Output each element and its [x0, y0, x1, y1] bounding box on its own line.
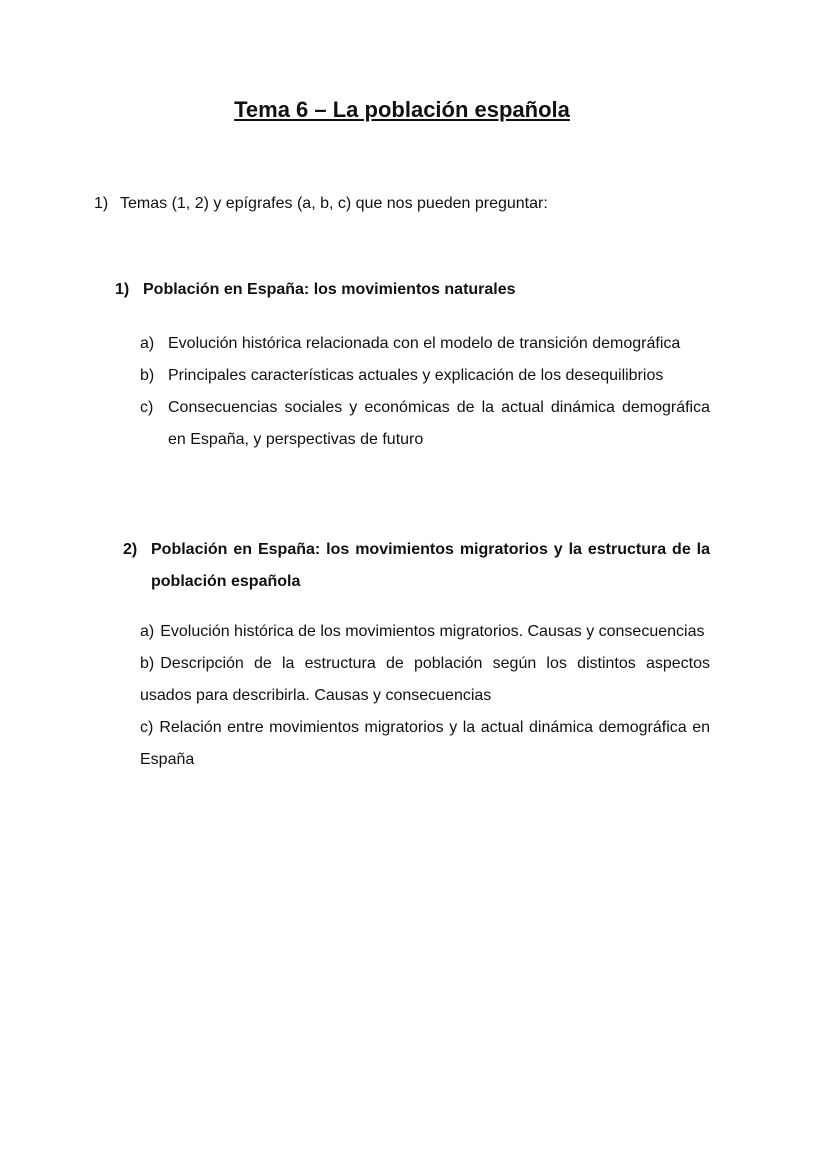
- section-2: [94, 534, 710, 776]
- section-2-items: [94, 616, 710, 776]
- item-text: Principales características actuales y explicación de los desequilibrios: [168, 367, 664, 384]
- item-text: Descripción de la estructura de población según los distintos aspectos usados para describirla. Causas y consecuencias: [140, 655, 710, 704]
- item-text: Evolución histórica de los movimientos migratorios. Causas y consecuencias: [160, 623, 705, 640]
- section-1-items: [94, 328, 710, 456]
- item-label: a): [140, 623, 155, 640]
- page-title: Tema 6 – La población española: [234, 97, 570, 122]
- list-item: [94, 360, 710, 392]
- section-2-heading-text: Población en España: los movimientos migratorios y la estructura de la población española: [151, 541, 710, 590]
- list-item: [94, 648, 710, 712]
- item-text: Consecuencias sociales y económicas de la actual dinámica demográfica en España, y perspectivas de futuro: [168, 399, 710, 448]
- item-label: a): [140, 335, 155, 352]
- item-label: c): [140, 399, 154, 416]
- section-1-heading: [94, 274, 710, 306]
- intro-text: Temas (1, 2) y epígrafes (a, b, c) que nos pueden preguntar:: [120, 195, 548, 212]
- section-1-number: 1): [115, 281, 130, 298]
- intro-number: 1): [94, 195, 109, 212]
- section-divider-space: [94, 456, 710, 534]
- item-label: b): [140, 655, 155, 672]
- item-label: c): [140, 719, 154, 736]
- intro-line: [94, 188, 710, 220]
- section-2-number: 2): [123, 541, 138, 558]
- section-1: [94, 274, 710, 456]
- list-item: [94, 328, 710, 360]
- item-text: Evolución histórica relacionada con el modelo de transición demográfica: [168, 335, 681, 352]
- item-text: Relación entre movimientos migratorios y la actual dinámica demográfica en España: [140, 719, 710, 768]
- list-item: [94, 616, 710, 648]
- section-2-heading: [94, 534, 710, 598]
- list-item: [94, 392, 710, 456]
- item-label: b): [140, 367, 155, 384]
- section-1-heading-text: Población en España: los movimientos naturales: [143, 281, 516, 298]
- list-item: [94, 712, 710, 776]
